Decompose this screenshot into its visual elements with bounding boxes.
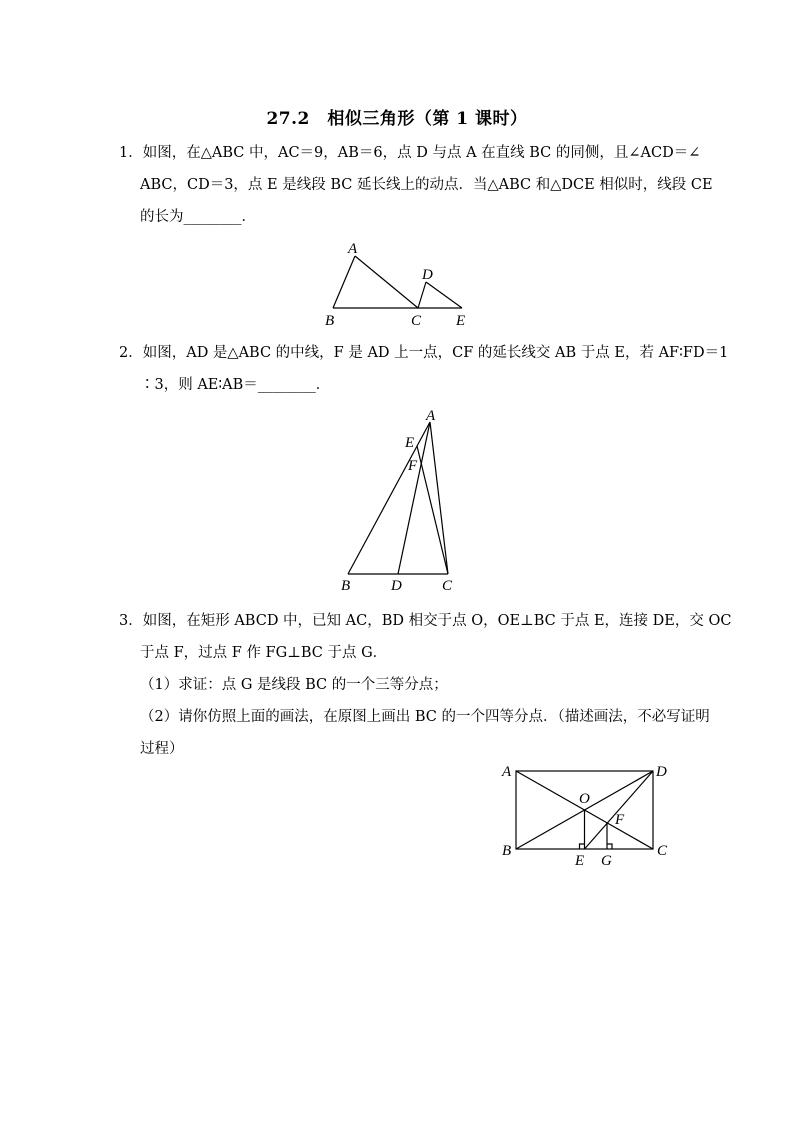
q1-segment-ac	[355, 256, 418, 308]
q3-right-angle-g	[607, 844, 612, 849]
q2-label-d: D	[391, 578, 402, 594]
q3-label-e: E	[575, 853, 585, 869]
q1-text-line3: 的长为________．	[140, 209, 256, 225]
q1-label-d: D	[422, 267, 433, 283]
q2-segment-ec	[417, 446, 448, 574]
q3-segment-de	[585, 771, 654, 849]
q1-segment-cd	[418, 282, 426, 308]
q1-figure	[320, 238, 480, 330]
q2-label-c: C	[442, 578, 453, 594]
q2-label-b: B	[341, 578, 351, 594]
q2-figure	[330, 402, 470, 597]
q2-label-f: F	[408, 458, 418, 474]
q3-label-c: C	[657, 843, 668, 859]
q2-text-line1: 2．如图，AD 是△ABC 的中线，F 是 AD 上一点，CF 的延长线交 AB 于点 E，若 AF∶FD＝1	[119, 345, 729, 361]
q2-segment-ac	[430, 422, 448, 574]
q1-segment-ab	[333, 256, 355, 308]
q3-text-line1: 3．如图，在矩形 ABCD 中，已知 AC，BD 相交于点 O，OE⊥BC 于点 E，连接 DE，交 OC	[119, 613, 732, 629]
q3-label-d: D	[656, 764, 667, 780]
q3-label-f: F	[615, 812, 625, 828]
q2-label-e: E	[405, 435, 415, 451]
q1-label-c: C	[411, 313, 422, 329]
q2-segment-ab	[348, 422, 430, 574]
q3-part2-line2: 过程）	[140, 741, 184, 757]
q2-label-a: A	[426, 408, 436, 424]
q3-label-b: B	[502, 843, 512, 859]
q1-text-line1: 1．如图，在△ABC 中，AC＝9，AB＝6，点 D 与点 A 在直线 BC 的同侧，且∠ACD＝∠	[119, 145, 701, 161]
q3-text-line2: 于点 F，过点 F 作 FG⊥BC 于点 G．	[140, 645, 388, 661]
page-title: 27.2 相似三角形（第 1 课时）	[266, 109, 528, 129]
q3-label-g: G	[601, 853, 612, 869]
q1-text-line2: ABC，CD＝3，点 E 是线段 BC 延长线上的动点．当△ABC 和△DCE 相似时，线段 CE	[140, 177, 713, 193]
q3-figure	[498, 760, 684, 870]
q3-part1: （1）求证：点 G 是线段 BC 的一个三等分点；	[140, 677, 448, 693]
q1-label-b: B	[325, 313, 335, 329]
q1-label-a: A	[348, 241, 358, 257]
q1-segment-de	[426, 282, 462, 308]
q3-part2-line1: （2）请你仿照上面的画法，在原图上画出 BC 的一个四等分点．（描述画法，不必写证明	[140, 709, 710, 725]
q3-label-a: A	[502, 764, 512, 780]
q2-text-line2: ∶3，则 AE∶AB＝________．	[140, 377, 331, 393]
q1-label-e: E	[456, 313, 466, 329]
q3-label-o: O	[579, 791, 590, 807]
q3-right-angle-e	[580, 844, 585, 849]
